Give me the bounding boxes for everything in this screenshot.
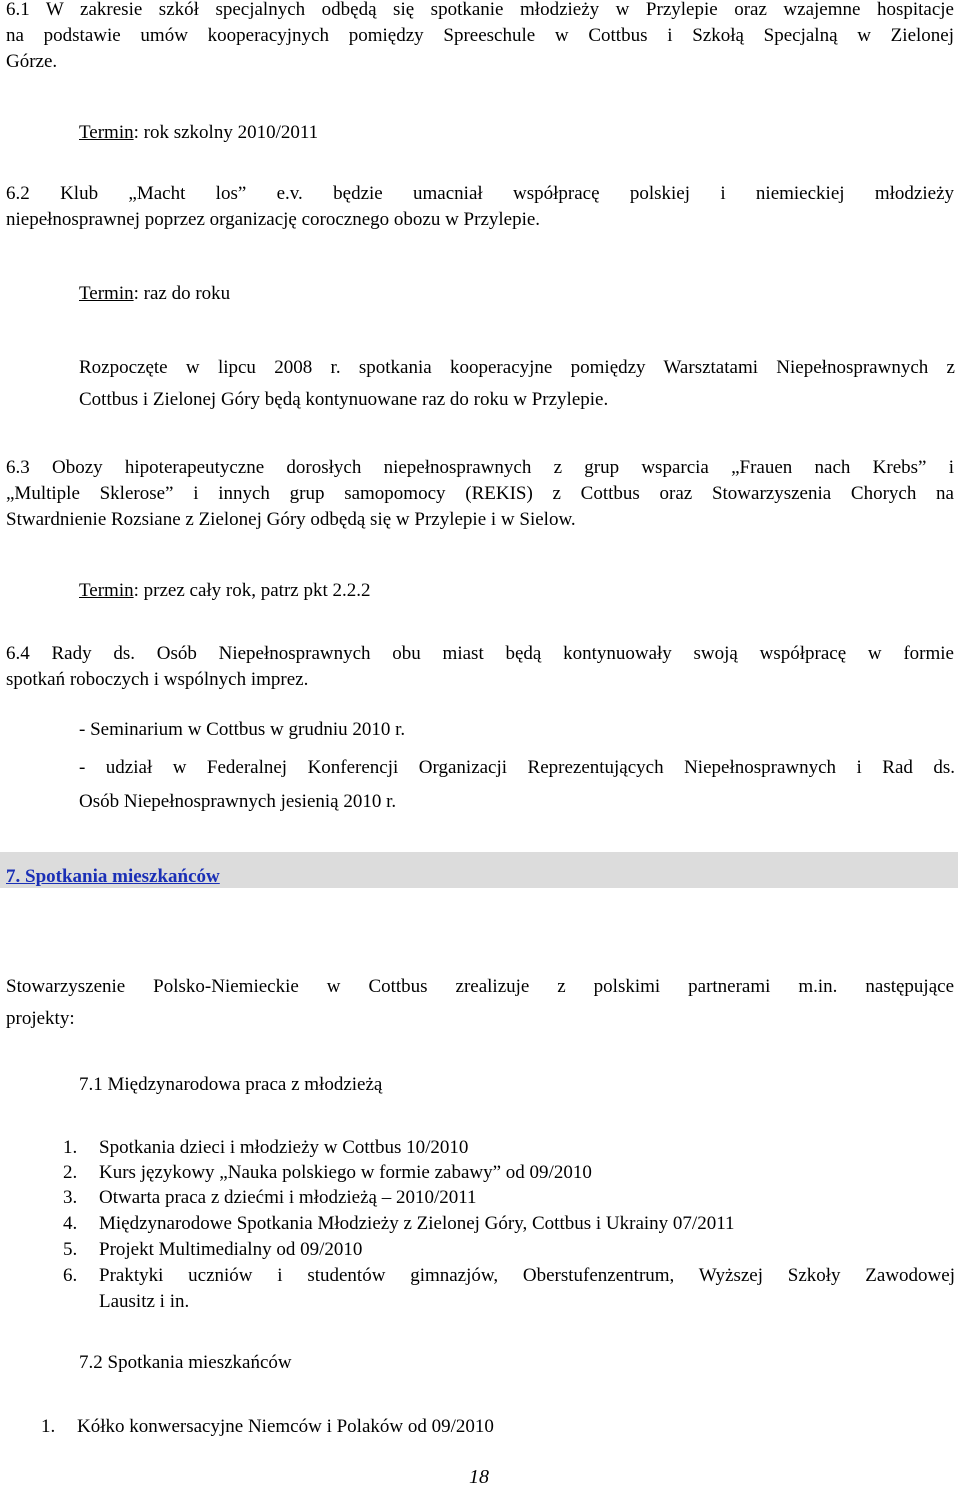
termin-value: : przez cały rok, patrz pkt 2.2.2: [133, 580, 371, 601]
list-item: Międzynarodowe Spotkania Młodzieży z Zielonej Góry, Cottbus i Ukrainy 07/2011: [99, 1213, 735, 1234]
section-6-3-paragraph: [6, 455, 954, 533]
paragraph-line: Rozpoczęte w lipcu 2008 r. spotkania kooperacyjne pomiędzy Warsztatami Niepełnosprawnych z: [79, 357, 955, 378]
paragraph-line: Stwardnienie Rozsiane z Zielonej Góry odbędą się w Przylepie i w Sielow.: [6, 509, 576, 530]
paragraph-line: spotkań roboczych i wspólnych imprez.: [6, 669, 309, 690]
paragraph-line: niepełnosprawnej poprzez organizację corocznego obozu w Przylepie.: [6, 209, 541, 230]
list-number: 2.: [63, 1162, 78, 1183]
list-number: 6.: [63, 1265, 78, 1286]
list-number: 5.: [63, 1239, 78, 1260]
paragraph-line: Lausitz i in.: [99, 1291, 190, 1312]
section-6-1-paragraph: [6, 0, 954, 75]
termin-label: Termin: [79, 580, 134, 601]
paragraph-line: Górze.: [6, 51, 58, 72]
section-6-4-paragraph: [6, 641, 954, 693]
paragraph-line: 6.1 W zakresie szkół specjalnych odbędą się spotkanie młodzieży w Przylepie oraz wzajemne hospitacje: [6, 0, 954, 20]
paragraph-line: „Multiple Sklerose” i innych grup samopomocy (REKIS) z Cottbus oraz Stowarzyszenia Chorych na: [6, 483, 954, 504]
termin-value: : raz do roku: [133, 283, 231, 304]
list-item: Spotkania dzieci i młodzieży w Cottbus 10/2010: [99, 1137, 469, 1158]
termin-label: Termin: [79, 283, 134, 304]
paragraph-line: Osób Niepełnosprawnych jesienią 2010 r.: [79, 791, 397, 812]
paragraph-line: Cottbus i Zielonej Góry będą kontynuowane raz do roku w Przylepie.: [79, 389, 609, 410]
paragraph-line: projekty:: [6, 1008, 75, 1029]
paragraph-line: 6.2 Klub „Macht los” e.v. będzie umacniał współpracę polskiej i niemieckiej młodzieży: [6, 183, 954, 204]
paragraph-line: - udział w Federalnej Konferencji Organizacji Reprezentujących Niepełnosprawnych i Rad ds.: [79, 757, 955, 778]
list-number: 1.: [41, 1416, 56, 1437]
paragraph-line: Stowarzyszenie Polsko-Niemieckie w Cottbus zrealizuje z polskimi partnerami m.in. następujące: [6, 976, 954, 997]
paragraph-line: na podstawie umów kooperacyjnych pomiędzy Spreeschule w Cottbus i Szkołą Specjalną w Zielonej: [6, 25, 954, 46]
section-7-heading: 7. Spotkania mieszkańców: [6, 866, 220, 887]
page-number: 18: [469, 1466, 489, 1488]
paragraph-line: 6.4 Rady ds. Osób Niepełnosprawnych obu miast będą kontynuowały swoją współpracę w formie: [6, 643, 954, 664]
list-item: Kółko konwersacyjne Niemców i Polaków od 09/2010: [77, 1416, 494, 1437]
seminar-bullet: - Seminarium w Cottbus w grudniu 2010 r.: [79, 719, 406, 740]
paragraph-line: Praktyki uczniów i studentów gimnazjów, Oberstufenzentrum, Wyższej Szkoły Zawodowej: [99, 1265, 955, 1286]
list-item: [99, 1263, 955, 1315]
paragraph-line: 6.3 Obozy hipoterapeutyczne dorosłych niepełnosprawnych z grup wsparcia „Frauen nach Krebs” i: [6, 457, 954, 478]
conference-bullet: [79, 755, 955, 815]
list-item: Kurs językowy „Nauka polskiego w formie zabawy” od 09/2010: [99, 1162, 592, 1183]
subsection-7-1-title: 7.1 Międzynarodowa praca z młodzieżą: [79, 1074, 383, 1095]
list-number: 4.: [63, 1213, 78, 1234]
termin-line: [79, 578, 371, 604]
section-6-2-note: [79, 355, 955, 413]
list-number: 1.: [63, 1137, 78, 1158]
termin-label: Termin: [79, 122, 134, 143]
termin-value: : rok szkolny 2010/2011: [133, 122, 319, 143]
termin-line: [79, 120, 318, 146]
subsection-7-2-title: 7.2 Spotkania mieszkańców: [79, 1352, 292, 1373]
termin-line: [79, 281, 230, 307]
section-7-intro: [6, 974, 954, 1032]
list-number: 3.: [63, 1187, 78, 1208]
list-item: Otwarta praca z dziećmi i młodzieżą – 2010/2011: [99, 1187, 477, 1208]
list-item: Projekt Multimedialny od 09/2010: [99, 1239, 363, 1260]
section-6-2-paragraph: [6, 181, 954, 233]
